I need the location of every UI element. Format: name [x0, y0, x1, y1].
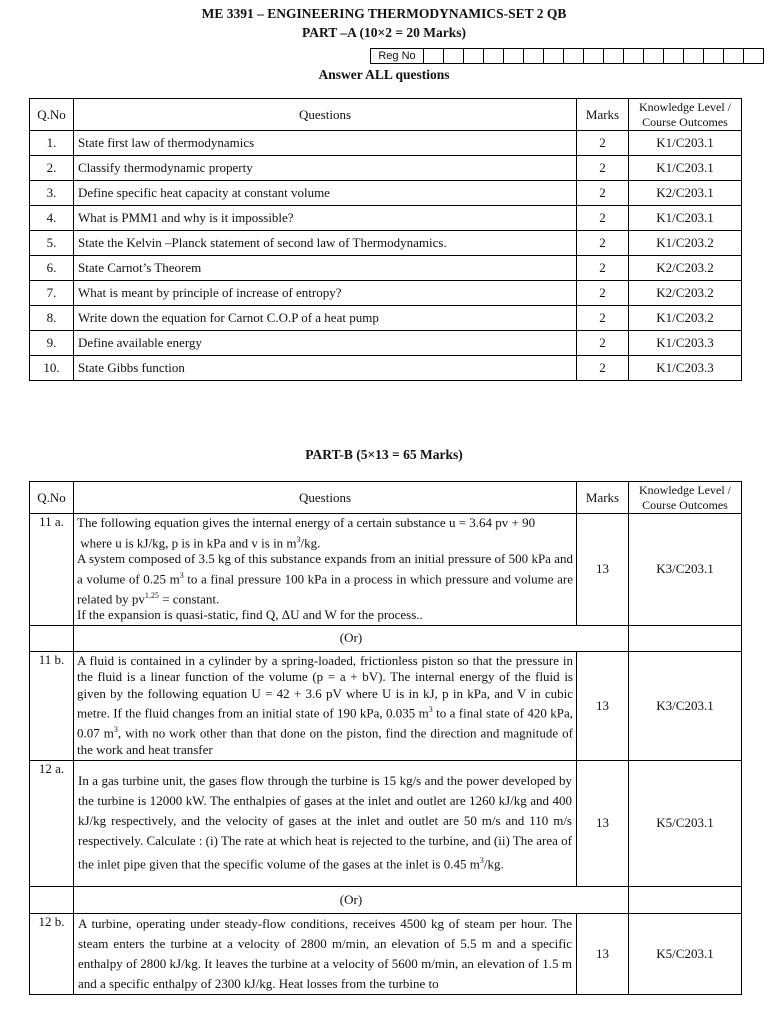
question-11b: A fluid is contained in a cylinder by a spring-loaded, frictionless piston so that the pressure in the fluid is a linear function of the volume (p = a + bV). The internal energy of the fluid is given by the following equation U = 42 + 3.6 pV where U is in kJ, p in kPa, and V in cubic metre. If the fluid changes from an initial state of 190 kPa, 0.035 $m^3$ to a final state of 420 kPa, 0.07 $m^3$, with no work other than that done on the piston, find the direction and magnitude of the work and heat transfer: [74, 651, 577, 760]
table-row: [30, 514, 742, 626]
reg-box: [744, 49, 764, 64]
or-row: [30, 625, 742, 651]
reg-box: [524, 49, 544, 64]
reg-box: [424, 49, 444, 64]
reg-box: [624, 49, 644, 64]
co-cell: K3/C203.1: [629, 651, 742, 760]
co-cell: K3/C203.1: [629, 514, 742, 626]
questions-header: Questions: [74, 99, 577, 131]
part-b-heading: PART-B (5×13 = 65 Marks): [305, 447, 463, 462]
question-12b: A turbine, operating under steady-flow conditions, receives 4500 kg of steam per hour. The steam enters the turbine at a velocity of 2800 m/min, an elevation of 5.5 m and a specific enthalpy of 2800 kJ/kg. It leaves the turbine at a velocity of 5600 m/min, an elevation of 1.5 m and a specific enthalpy of 2300 kJ/kg. Heat losses from the turbine to: [74, 913, 577, 994]
paper-title: ME 3391 – ENGINEERING THERMODYNAMICS-SET 2 QB: [201, 6, 567, 21]
reg-box: [564, 49, 584, 64]
question-11a: The following equation gives the internal energy of a certain substance u = 3.64 pv + 90 where u is kJ/kg, p is in kPa and v is in $m^3/kg$. A system composed of 3.5 kg of this substance expands from an initial pressure of 500 kPa and a volume of 0.25 $m^3$ to a final pressure 100 kPa in a process in which pressure and volume are related by $pv^{1.25}$ = constant. If the expansion is quasi-static, find Q, ΔU and W for the process..: [74, 514, 577, 626]
or-separator: (Or): [74, 625, 629, 651]
table-row: 6. State Carnot’s Theorem 2 K2/C203.2: [30, 256, 742, 281]
table-header-row: [30, 99, 742, 131]
reg-box: [544, 49, 564, 64]
table-row: 2. Classify thermodynamic property 2 K1/C203.1: [30, 156, 742, 181]
part-a-table: [29, 98, 742, 381]
qno-cell: 11 a.: [30, 514, 74, 626]
marks-header: Marks: [577, 99, 629, 131]
question-12a: In a gas turbine unit, the gases flow through the turbine is 15 kg/s and the power developed by the turbine is 12000 kW. The enthalpies of gases at the inlet and outlet are 1260 kJ/kg and 400 kJ/kg respectively, and the velocity of gases at the inlet and outlet are 50 m/s and 110 m/s respectively. Calculate : (i) The rate at which heat is rejected to the turbine, and (ii) The area of the inlet pipe given that the specific volume of the gases at the inlet is 0.45 $m^3/kg$.: [74, 760, 577, 886]
kl-header: Knowledge Level / Course Outcomes: [629, 99, 742, 131]
qno-cell: 12 a.: [30, 760, 74, 886]
or-row: [30, 886, 742, 913]
kl-header: Knowledge Level / Course Outcomes: [629, 482, 742, 514]
marks-cell: 13: [577, 760, 629, 886]
table-header-row: [30, 482, 742, 514]
table-row: [30, 651, 742, 760]
or-separator: (Or): [74, 886, 629, 913]
qno-header: Q.No: [30, 99, 74, 131]
reg-box: [644, 49, 664, 64]
table-row: 9. Define available energy 2 K1/C203.3: [30, 331, 742, 356]
table-row: [30, 913, 742, 994]
reg-box: [444, 49, 464, 64]
reg-box: [464, 49, 484, 64]
reg-box: [584, 49, 604, 64]
marks-cell: 13: [577, 913, 629, 994]
marks-cell: 13: [577, 651, 629, 760]
table-row: 1. State first law of thermodynamics 2 K1/C203.1: [30, 131, 742, 156]
co-cell: K5/C203.1: [629, 913, 742, 994]
part-b-table: [29, 481, 742, 995]
reg-no-boxes: [370, 48, 764, 64]
marks-header: Marks: [577, 482, 629, 514]
qno-cell: 12 b.: [30, 913, 74, 994]
part-a-heading: PART –A (10×2 = 20 Marks): [301, 25, 467, 40]
co-cell: K5/C203.1: [629, 760, 742, 886]
reg-box: [684, 49, 704, 64]
reg-box: [604, 49, 624, 64]
reg-box: [484, 49, 504, 64]
table-row: 4. What is PMM1 and why is it impossible? 2 K1/C203.1: [30, 206, 742, 231]
reg-box: [724, 49, 744, 64]
qno-header: Q.No: [30, 482, 74, 514]
table-row: 3. Define specific heat capacity at constant volume 2 K2/C203.1: [30, 181, 742, 206]
table-row: 10. State Gibbs function 2 K1/C203.3: [30, 356, 742, 381]
questions-header: Questions: [74, 482, 577, 514]
table-row: 8. Write down the equation for Carnot C.O.P of a heat pump 2 K1/C203.2: [30, 306, 742, 331]
reg-box: [704, 49, 724, 64]
table-row: [30, 760, 742, 886]
marks-cell: 13: [577, 514, 629, 626]
reg-box: [504, 49, 524, 64]
answer-all-note: Answer ALL questions: [318, 67, 450, 82]
table-row: 5. State the Kelvin –Planck statement of second law of Thermodynamics. 2 K1/C203.2: [30, 231, 742, 256]
table-row: 7. What is meant by principle of increase of entropy? 2 K2/C203.2: [30, 281, 742, 306]
reg-box: [664, 49, 684, 64]
qno-cell: 11 b.: [30, 651, 74, 760]
reg-no-label: Reg No: [371, 49, 424, 64]
